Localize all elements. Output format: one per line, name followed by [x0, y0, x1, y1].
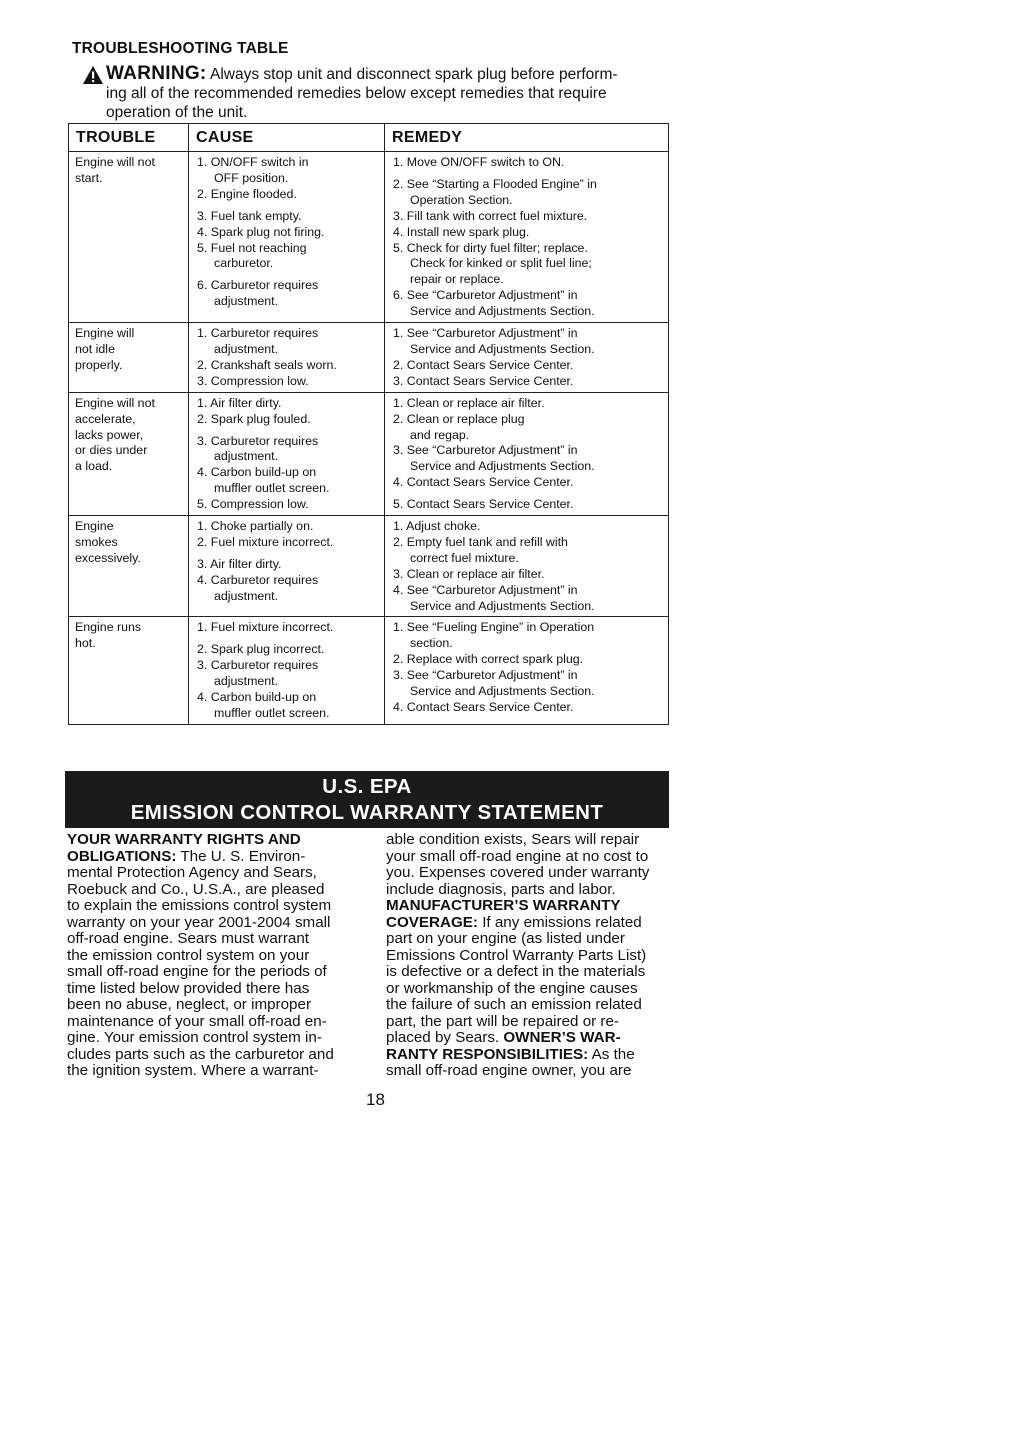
trouble-cell	[69, 323, 189, 393]
warranty-line	[67, 1063, 363, 1080]
cause-line: 1. Choke partially on.	[197, 519, 314, 534]
warranty-line	[386, 1014, 676, 1031]
warranty-text: small off-road engine owner, you are	[386, 1062, 632, 1079]
warranty-line	[67, 997, 363, 1014]
trouble-line: smokes	[75, 534, 118, 549]
remedy-line: 5. Contact Sears Service Center.	[393, 497, 574, 512]
remedy-line: Service and Adjustments Section.	[410, 684, 595, 699]
remedy-line: 3. See “Carburetor Adjustment” in	[393, 668, 578, 683]
banner-line-1: U.S. EPA	[322, 775, 412, 798]
warranty-text: to explain the emissions control system	[67, 897, 332, 914]
warranty-text: off-road engine. Sears must warrant	[67, 930, 309, 947]
troubleshooting-title: TROUBLESHOOTING TABLE	[72, 40, 289, 57]
warning-label: WARNING:	[106, 63, 207, 84]
table-row	[69, 516, 669, 617]
warranty-line	[386, 832, 676, 849]
trouble-line: not idle	[75, 341, 115, 356]
trouble-line: or dies under	[75, 443, 148, 458]
warranty-line	[386, 981, 676, 998]
remedy-line: and regap.	[410, 427, 470, 442]
cause-line: 2. Spark plug fouled.	[197, 411, 311, 426]
remedy-cell	[385, 617, 669, 724]
cause-line: 2. Spark plug incorrect.	[197, 642, 325, 657]
cause-line: 2. Fuel mixture incorrect.	[197, 534, 334, 549]
cause-line: 3. Carburetor requires	[197, 433, 319, 448]
cause-line: 4. Spark plug not firing.	[197, 224, 325, 239]
trouble-line: accelerate,	[75, 411, 136, 426]
warranty-line	[67, 1030, 363, 1047]
trouble-line: Engine runs	[75, 620, 142, 635]
warranty-line	[67, 832, 363, 849]
remedy-line: 1. See “Carburetor Adjustment” in	[393, 326, 578, 341]
warranty-line	[67, 865, 363, 882]
cause-line: adjustment.	[214, 588, 279, 603]
cause-line: carburetor.	[214, 256, 274, 271]
trouble-line: excessively.	[75, 550, 141, 565]
warranty-text: the emission control system on your	[67, 946, 310, 964]
table-row	[69, 152, 669, 323]
warranty-line	[386, 865, 676, 882]
cause-line: adjustment.	[214, 341, 279, 356]
warranty-text: part, the part will be repaired or re-	[386, 1012, 619, 1030]
cause-line: 3. Fuel tank empty.	[197, 208, 302, 223]
warranty-line	[67, 931, 363, 948]
remedy-line: 6. See “Carburetor Adjustment” in	[393, 288, 578, 303]
cause-line: 3. Compression low.	[197, 373, 309, 388]
remedy-line: 3. Clean or replace air filter.	[393, 566, 545, 581]
trouble-line: Engine will	[75, 326, 135, 341]
warranty-text: you. Expenses covered under warranty	[386, 864, 650, 881]
cause-cell	[189, 323, 385, 393]
trouble-cell	[69, 617, 189, 724]
warranty-text: been no abuse, neglect, or improper	[67, 996, 312, 1013]
cause-line: adjustment.	[214, 294, 279, 309]
remedy-line: Service and Adjustments Section.	[410, 341, 595, 356]
remedy-line: section.	[410, 636, 453, 651]
warranty-text: placed by Sears.	[386, 1029, 504, 1046]
warranty-heading: RANTY RESPONSIBILITIES:	[386, 1045, 589, 1063]
warning-triangle-icon	[82, 65, 104, 85]
cause-line: OFF position.	[214, 170, 289, 185]
table-row	[69, 617, 669, 724]
warranty-line	[386, 948, 676, 965]
cause-line: 3. Air filter dirty.	[197, 556, 282, 571]
cause-line: 1. Air filter dirty.	[197, 395, 282, 410]
warranty-line	[67, 981, 363, 998]
warranty-heading: MANUFACTURER’S WARRANTY	[386, 897, 621, 914]
warranty-text: small off-road engine for the periods of	[67, 963, 327, 980]
warranty-line	[67, 882, 363, 899]
warranty-text: or workmanship of the engine causes	[386, 979, 638, 997]
warranty-text: warranty on your year 2001-2004 small	[67, 913, 331, 931]
trouble-line: a load.	[75, 459, 113, 474]
warranty-line	[386, 1030, 676, 1047]
warranty-line	[386, 1047, 676, 1064]
page-number: 18	[366, 1090, 385, 1109]
warranty-line	[386, 997, 676, 1014]
warranty-line	[386, 915, 676, 932]
remedy-line: Service and Adjustments Section.	[410, 598, 595, 613]
banner-line-2: EMISSION CONTROL WARRANTY STATEMENT	[130, 801, 604, 824]
cause-line: 1. ON/OFF switch in	[197, 155, 309, 169]
cause-line: muffler outlet screen.	[214, 706, 330, 720]
trouble-line: lacks power,	[75, 427, 144, 442]
warranty-text: the failure of such an emission related	[386, 996, 642, 1013]
warranty-line	[67, 915, 363, 932]
cause-line: 1. Carburetor requires	[197, 326, 319, 341]
remedy-line: 5. Check for dirty fuel filter; replace.	[393, 240, 588, 255]
warranty-text: able condition exists, Sears will repair	[386, 831, 640, 848]
remedy-line: 2. Replace with correct spark plug.	[393, 652, 584, 667]
trouble-cell	[69, 516, 189, 617]
warning-notice	[82, 64, 682, 122]
warranty-text: As the	[588, 1045, 635, 1063]
trouble-cell	[69, 152, 189, 323]
trouble-cell	[69, 392, 189, 515]
header-remedy: REMEDY	[385, 124, 669, 152]
warranty-heading: OWNER’S WAR-	[503, 1029, 621, 1046]
trouble-line: Engine will not	[75, 155, 155, 169]
remedy-line: 1. Move ON/OFF switch to ON.	[393, 155, 565, 169]
cause-line: 4. Carbon build-up on	[197, 465, 317, 480]
warranty-line	[67, 948, 363, 965]
warranty-text: the ignition system. Where a warrant-	[67, 1062, 319, 1079]
remedy-line: correct fuel mixture.	[410, 550, 519, 565]
cause-cell	[189, 516, 385, 617]
warranty-text: is defective or a defect in the materials	[386, 963, 646, 980]
cause-line: 5. Compression low.	[197, 497, 309, 512]
remedy-line: 1. Adjust choke.	[393, 519, 481, 534]
cause-line: 2. Crankshaft seals worn.	[197, 357, 337, 372]
remedy-line: 2. Clean or replace plug	[393, 411, 525, 426]
cause-line: 5. Fuel not reaching	[197, 240, 307, 255]
warranty-line	[67, 964, 363, 981]
remedy-line: repair or replace.	[410, 272, 504, 287]
warranty-line	[386, 898, 676, 915]
warning-text-3: operation of the unit.	[106, 104, 248, 121]
warranty-text: part on your engine (as listed under	[386, 930, 625, 947]
warranty-line	[386, 882, 676, 899]
remedy-line: Service and Adjustments Section.	[410, 304, 595, 319]
cause-line: 4. Carburetor requires	[197, 572, 319, 587]
warranty-line	[67, 898, 363, 915]
remedy-line: 4. See “Carburetor Adjustment” in	[393, 582, 578, 597]
remedy-line: 4. Install new spark plug.	[393, 224, 530, 239]
table-header-row	[69, 124, 669, 152]
warranty-line	[386, 931, 676, 948]
remedy-cell	[385, 152, 669, 323]
warranty-line	[67, 1014, 363, 1031]
warranty-line	[386, 1063, 676, 1080]
warranty-text: gine. Your emission control system in-	[67, 1029, 322, 1046]
remedy-line: 3. See “Carburetor Adjustment” in	[393, 443, 578, 458]
cause-line: adjustment.	[214, 449, 279, 464]
cause-line: 2. Engine flooded.	[197, 186, 297, 201]
warranty-column-right	[386, 832, 676, 1080]
remedy-line: 4. Contact Sears Service Center.	[393, 475, 574, 490]
remedy-cell	[385, 323, 669, 393]
cause-line: adjustment.	[214, 674, 279, 689]
header-trouble: TROUBLE	[69, 124, 189, 152]
remedy-cell	[385, 516, 669, 617]
remedy-line: 1. Clean or replace air filter.	[393, 395, 545, 410]
table-row	[69, 392, 669, 515]
warranty-line	[67, 849, 363, 866]
warning-line-1	[82, 64, 682, 84]
warranty-text: include diagnosis, parts and labor.	[386, 880, 616, 898]
remedy-line: Operation Section.	[410, 192, 513, 207]
warranty-text: Roebuck and Co., U.S.A., are pleased	[67, 880, 325, 898]
remedy-line: 1. See “Fueling Engine” in Operation	[393, 620, 595, 635]
cause-cell	[189, 617, 385, 724]
trouble-line: properly.	[75, 357, 123, 372]
epa-banner	[65, 771, 669, 828]
warranty-column-left	[67, 832, 363, 1080]
warranty-text: maintenance of your small off-road en-	[67, 1012, 327, 1030]
trouble-line: hot.	[75, 636, 96, 651]
cause-cell	[189, 392, 385, 515]
remedy-line: 2. See “Starting a Flooded Engine” in	[393, 176, 597, 191]
header-cause: CAUSE	[189, 124, 385, 152]
cause-line: 6. Carburetor requires	[197, 278, 319, 293]
warranty-text: Emissions Control Warranty Parts List)	[386, 946, 647, 964]
warranty-heading: COVERAGE:	[386, 913, 478, 931]
troubleshooting-table	[68, 123, 669, 725]
remedy-line: 3. Fill tank with correct fuel mixture.	[393, 208, 588, 223]
cause-cell	[189, 152, 385, 323]
remedy-cell	[385, 392, 669, 515]
trouble-line: Engine	[75, 519, 114, 534]
remedy-line: 2. Empty fuel tank and refill with	[393, 534, 568, 549]
remedy-line: Check for kinked or split fuel line;	[410, 256, 592, 271]
cause-line: muffler outlet screen.	[214, 481, 330, 496]
warranty-text: mental Protection Agency and Sears,	[67, 864, 317, 881]
warranty-text: time listed below provided there has	[67, 979, 310, 997]
cause-line: 4. Carbon build-up on	[197, 690, 317, 705]
warning-text-2: ing all of the recommended remedies below except remedies that require	[106, 85, 607, 102]
cause-line: 3. Carburetor requires	[197, 658, 319, 673]
table-row	[69, 323, 669, 393]
remedy-line: 4. Contact Sears Service Center.	[393, 700, 574, 714]
trouble-line: Engine will not	[75, 395, 155, 410]
warranty-text: your small off-road engine at no cost to	[386, 847, 649, 865]
remedy-line: 2. Contact Sears Service Center.	[393, 357, 574, 372]
trouble-line: start.	[75, 170, 103, 185]
cause-line: 1. Fuel mixture incorrect.	[197, 620, 334, 635]
table-body	[69, 152, 669, 725]
warranty-heading: YOUR WARRANTY RIGHTS AND	[67, 831, 301, 848]
warranty-heading: OBLIGATIONS:	[67, 847, 177, 865]
warning-text-1: Always stop unit and disconnect spark plug before perform-	[210, 66, 618, 83]
warranty-text: cludes parts such as the carburetor and	[67, 1045, 334, 1063]
warranty-line	[386, 849, 676, 866]
warranty-line	[67, 1047, 363, 1064]
warranty-line	[386, 964, 676, 981]
warranty-text: If any emissions related	[477, 913, 642, 931]
warranty-text: The U. S. Environ-	[176, 847, 306, 865]
remedy-line: Service and Adjustments Section.	[410, 459, 595, 474]
remedy-line: 3. Contact Sears Service Center.	[393, 373, 574, 388]
